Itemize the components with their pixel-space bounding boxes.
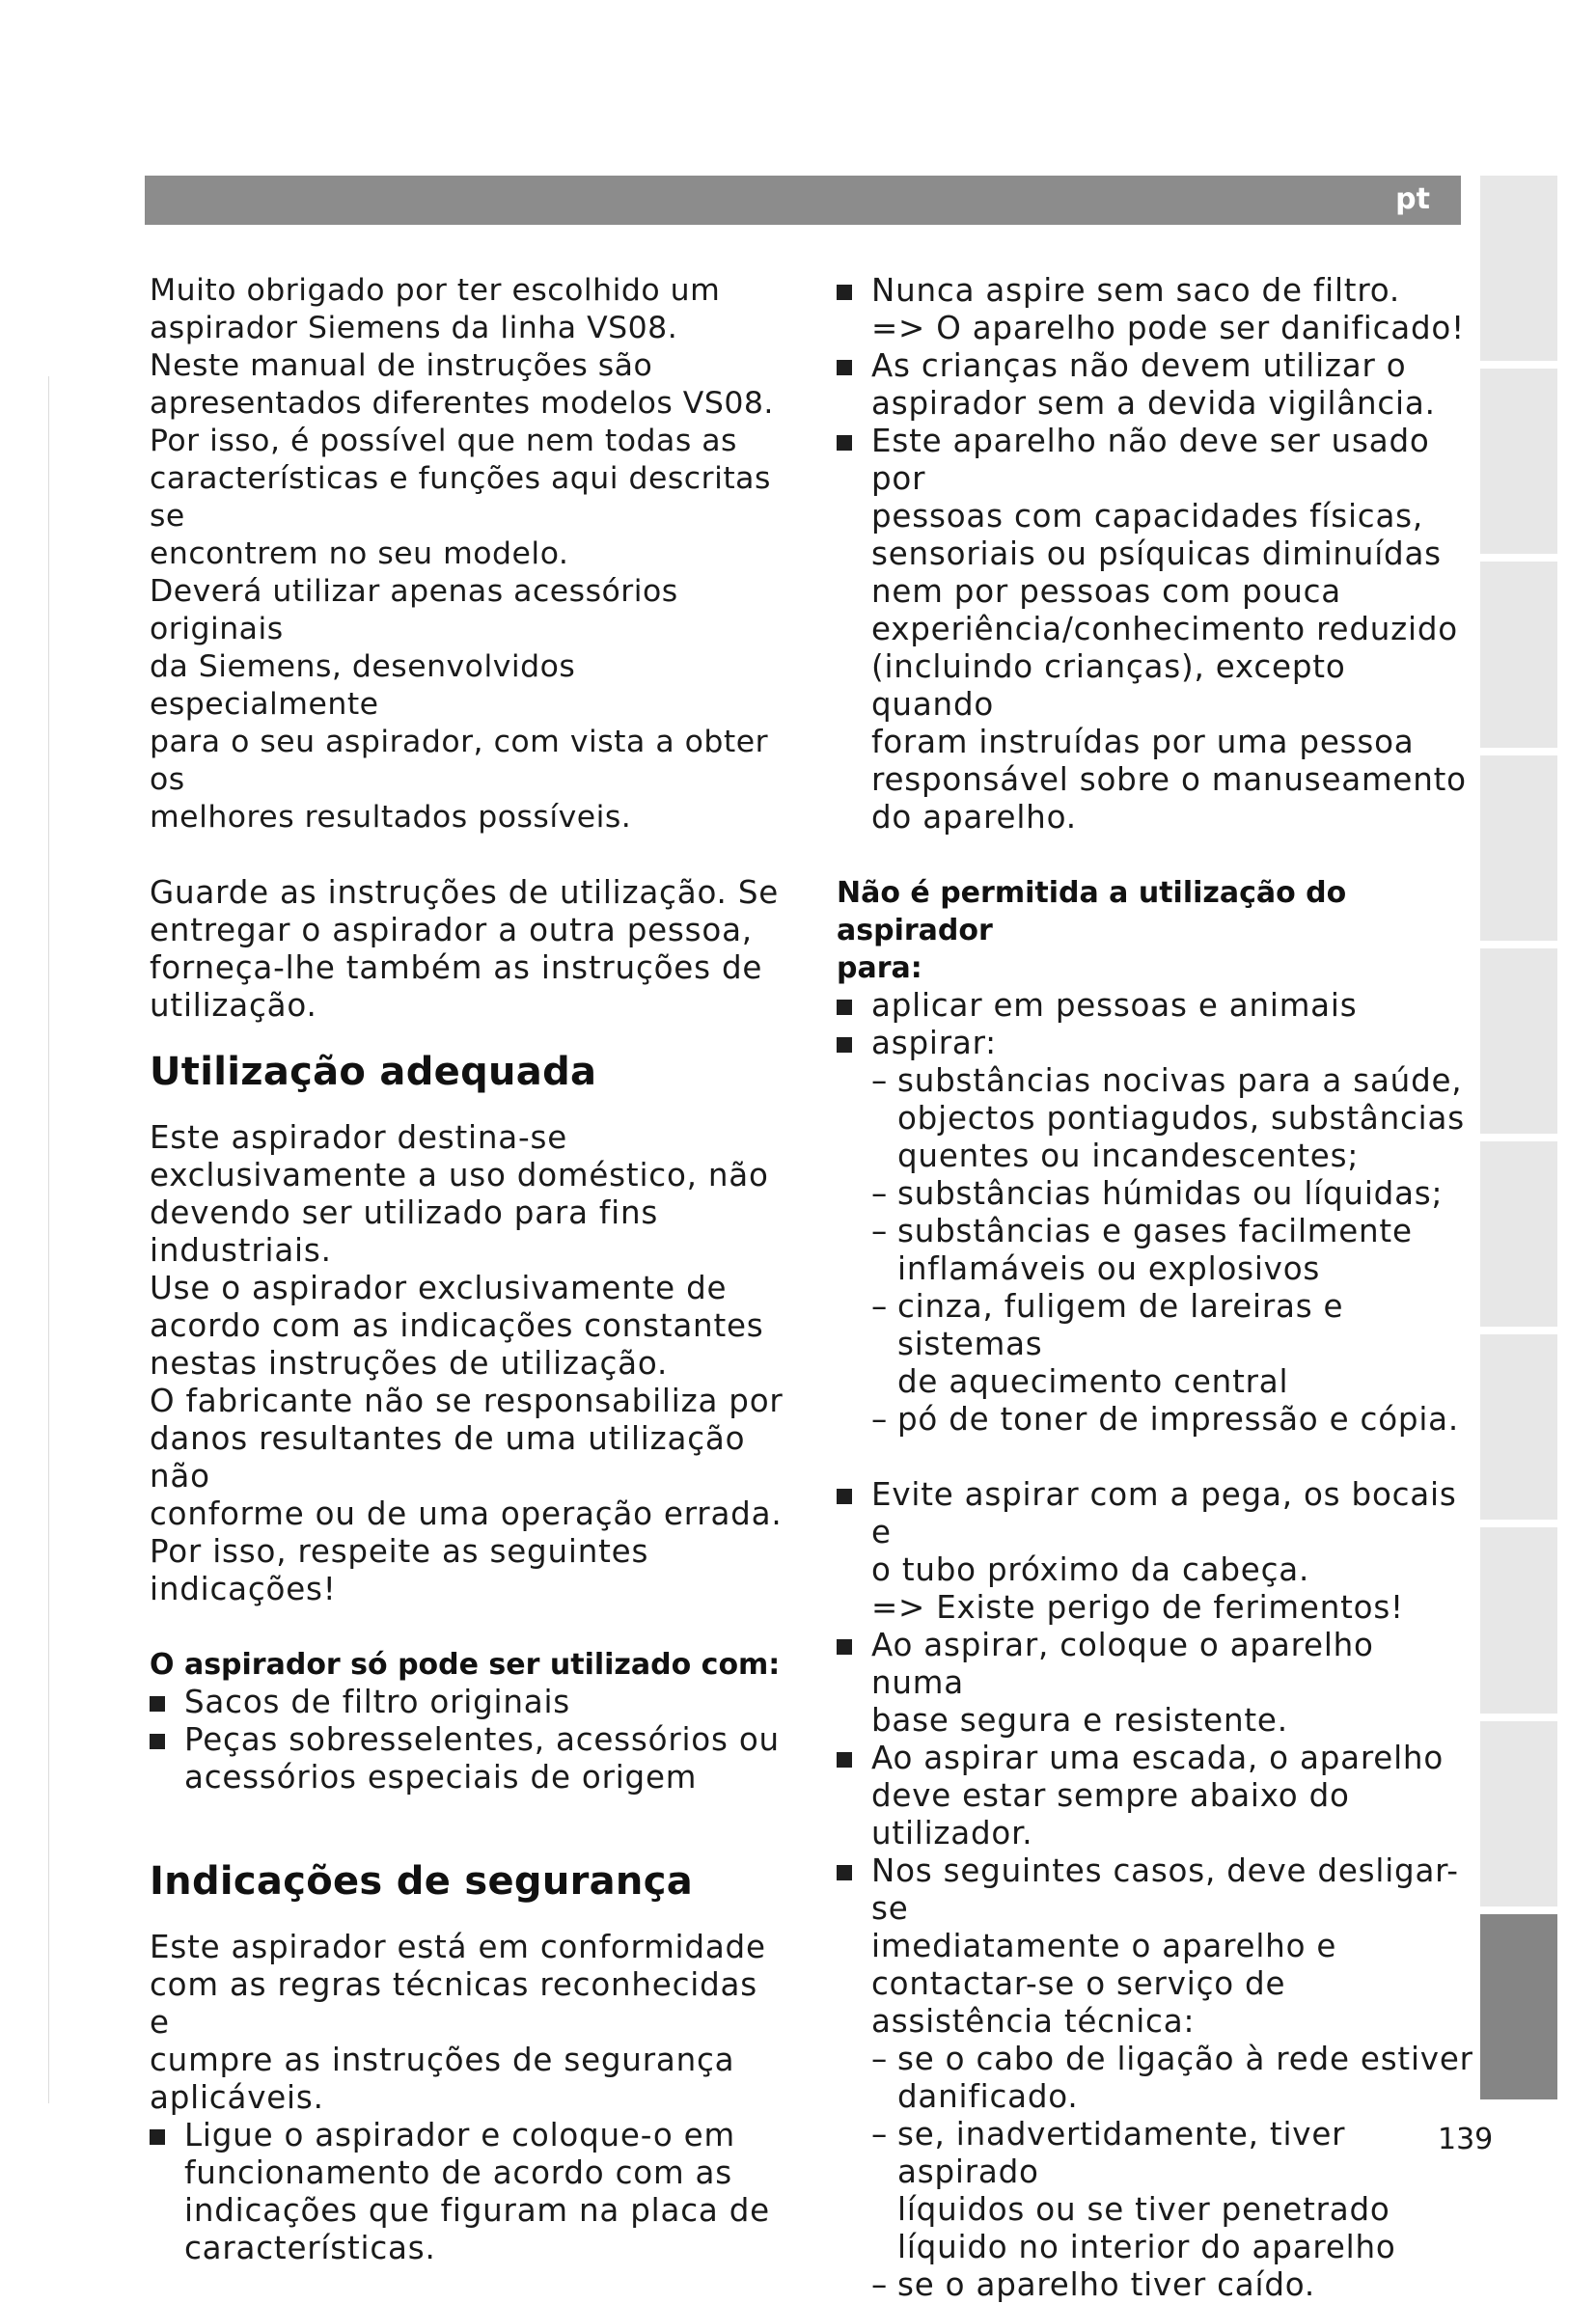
- sub-list-item: [837, 1213, 1473, 1288]
- text-line: imediatamente o aparelho e: [871, 1928, 1337, 1964]
- bullet-icon: [837, 1000, 852, 1015]
- bullet-icon: [837, 285, 852, 300]
- text-line: danificado.: [897, 2078, 1079, 2115]
- text-line: Por isso, respeite as seguintes: [150, 1533, 649, 1570]
- text-line: entregar o aspirador a outra pessoa,: [150, 912, 753, 948]
- text-line: inflamáveis ou explosivos: [897, 1250, 1321, 1287]
- text-line: da Siemens, desenvolvidos especialmente: [150, 649, 576, 722]
- text-line: acessórios especiais de origem: [184, 1759, 698, 1796]
- text-line: melhores resultados possíveis.: [150, 800, 632, 835]
- text-line: substâncias e gases facilmente: [897, 1213, 1413, 1249]
- text-line: cinza, fuligem de lareiras e sistemas: [897, 1288, 1344, 1362]
- text-line: Neste manual de instruções são: [150, 348, 653, 383]
- bullet-icon: [150, 2129, 165, 2145]
- text-line: funcionamento de acordo com as: [184, 2154, 732, 2191]
- text-line: pó de toner de impressão e cópia.: [897, 1401, 1460, 1438]
- chapter-tab: [1480, 1527, 1557, 1713]
- text-line: indicações que figuram na placa de: [184, 2192, 770, 2229]
- text-line: utilizador.: [871, 1815, 1033, 1851]
- text-line: Este aspirador está em conformidade: [150, 1929, 766, 1965]
- list-item: [837, 347, 1473, 423]
- text-line: Peças sobresselentes, acessórios ou: [184, 1721, 780, 1758]
- text-line: se, inadvertidamente, tiver aspirado: [897, 2116, 1346, 2190]
- text-line: aplicáveis.: [150, 2079, 324, 2116]
- text-line: cumpre as instruções de segurança: [150, 2042, 735, 2078]
- right-column: [837, 272, 1473, 2304]
- bullet-icon: [150, 1734, 165, 1749]
- text-line: substâncias húmidas ou líquidas;: [897, 1175, 1444, 1212]
- subheading-only-with: O aspirador só pode ser utilizado com:: [150, 1648, 781, 1682]
- text-line: encontrem no seu modelo.: [150, 536, 569, 571]
- text-line: danos resultantes de uma utilização não: [150, 1420, 746, 1495]
- chapter-tab: [1480, 1141, 1557, 1327]
- dash-icon: –: [871, 1213, 889, 1249]
- dash-icon: –: [871, 1401, 889, 1438]
- text-line: As crianças não devem utilizar o: [871, 347, 1407, 384]
- text-line: objectos pontiagudos, substâncias: [897, 1100, 1465, 1137]
- bullet-icon: [837, 360, 852, 375]
- text-line: do aparelho.: [871, 799, 1077, 836]
- keep-instructions-text: [150, 874, 786, 1025]
- text-line: industriais.: [150, 1232, 332, 1269]
- text-line: se o cabo de ligação à rede estiver: [897, 2041, 1473, 2077]
- text-line: devendo ser utilizado para fins: [150, 1194, 659, 1231]
- text-line: assistência técnica:: [871, 2003, 1196, 2040]
- subheading-not-allowed: Não é permitida a utilização do aspirador: [837, 876, 1347, 947]
- text-line: sensoriais ou psíquicas diminuídas: [871, 535, 1442, 572]
- text-line: Sacos de filtro originais: [184, 1684, 571, 1720]
- sub-list-item: [837, 1401, 1473, 1439]
- section-heading-safety: Indicações de segurança: [150, 1859, 693, 1904]
- intended-use-text: [150, 1119, 786, 1608]
- text-line: Nunca aspire sem saco de filtro.: [871, 272, 1401, 309]
- list-item: [150, 1721, 786, 1797]
- intro-text: [150, 272, 786, 837]
- page-number: 139: [1438, 2123, 1494, 2156]
- list-item: [150, 2117, 786, 2267]
- text-line: => Existe perigo de ferimentos!: [871, 1589, 1404, 1626]
- list-item: [837, 1476, 1473, 1627]
- sub-list-item: [837, 1175, 1473, 1213]
- dash-icon: –: [871, 2116, 889, 2153]
- list-item: [150, 1684, 786, 1721]
- text-line: forneça-lhe também as instruções de: [150, 949, 763, 986]
- text-line: Este aparelho não deve ser usado por: [871, 423, 1430, 497]
- text-line: líquido no interior do aparelho: [897, 2229, 1396, 2265]
- bullet-icon: [837, 1489, 852, 1504]
- header-bar: [145, 176, 1461, 225]
- text-line: Ao aspirar, coloque o aparelho numa: [871, 1627, 1374, 1701]
- text-line: O fabricante não se responsabiliza por: [150, 1383, 784, 1419]
- text-line: => O aparelho pode ser danificado!: [871, 310, 1465, 346]
- text-line: características e funções aqui descritas se: [150, 461, 771, 534]
- bullet-icon: [150, 1696, 165, 1712]
- gutter-line: [48, 376, 49, 2103]
- safety-text: [150, 1929, 786, 2117]
- list-item: [837, 1025, 1473, 1062]
- chapter-tabs: [1480, 176, 1557, 2099]
- text-line: apresentados diferentes modelos VS08.: [150, 386, 774, 421]
- text-line: indicações!: [150, 1571, 337, 1607]
- dash-icon: –: [871, 1175, 889, 1212]
- bullet-icon: [837, 435, 852, 451]
- list-item: [837, 1852, 1473, 2041]
- text-line: Por isso, é possível que nem todas as: [150, 424, 737, 458]
- text-line: Este aspirador destina-se: [150, 1119, 568, 1156]
- text-line: características.: [184, 2230, 436, 2266]
- chapter-tab-active: [1480, 1914, 1557, 2099]
- text-line: foram instruídas por uma pessoa: [871, 724, 1415, 760]
- text-line: nestas instruções de utilização.: [150, 1345, 669, 1382]
- chapter-tab: [1480, 755, 1557, 941]
- text-line: responsável sobre o manuseamento: [871, 761, 1467, 798]
- subheading-not-allowed-cont: para:: [837, 951, 922, 985]
- text-line: com as regras técnicas reconhecidas e: [150, 1966, 757, 2041]
- text-line: aspirador sem a devida vigilância.: [871, 385, 1436, 422]
- text-line: se o aparelho tiver caído.: [897, 2266, 1316, 2303]
- dash-icon: –: [871, 1062, 889, 1099]
- dash-icon: –: [871, 2041, 889, 2077]
- sub-list-item: [837, 2266, 1473, 2304]
- text-line: aspirador Siemens da linha VS08.: [150, 311, 678, 345]
- sub-list-item: [837, 1062, 1473, 1175]
- text-line: Guarde as instruções de utilização. Se: [150, 874, 780, 911]
- chapter-tab: [1480, 1334, 1557, 1520]
- chapter-tab: [1480, 948, 1557, 1134]
- bullet-icon: [837, 1752, 852, 1768]
- bullet-icon: [837, 1865, 852, 1880]
- chapter-tab: [1480, 369, 1557, 554]
- text-line: exclusivamente a uso doméstico, não: [150, 1157, 769, 1193]
- text-line: Ligue o aspirador e coloque-o em: [184, 2117, 735, 2153]
- text-line: o tubo próximo da cabeça.: [871, 1551, 1310, 1588]
- text-line: Muito obrigado por ter escolhido um: [150, 273, 721, 308]
- list-item: [837, 272, 1473, 347]
- dash-icon: –: [871, 1288, 889, 1325]
- text-line: experiência/conhecimento reduzido: [871, 611, 1458, 647]
- text-line: quentes ou incandescentes;: [897, 1138, 1360, 1174]
- text-line: aspirar:: [871, 1025, 997, 1061]
- sub-list-item: [837, 2041, 1473, 2116]
- text-line: Deverá utilizar apenas acessórios originais: [150, 574, 678, 646]
- section-heading-intended-use: Utilização adequada: [150, 1050, 597, 1094]
- text-line: Evite aspirar com a pega, os bocais e: [871, 1476, 1457, 1550]
- sub-list-item: [837, 1288, 1473, 1401]
- text-line: Ao aspirar uma escada, o aparelho: [871, 1740, 1445, 1776]
- list-item: [837, 423, 1473, 837]
- text-line: base segura e resistente.: [871, 1702, 1288, 1739]
- language-label: pt: [1395, 182, 1430, 216]
- list-item: [837, 1740, 1473, 1852]
- left-column: [150, 272, 786, 2267]
- chapter-tab: [1480, 1721, 1557, 1906]
- chapter-tab: [1480, 176, 1557, 361]
- list-item: [837, 1627, 1473, 1740]
- bullet-icon: [837, 1639, 852, 1655]
- chapter-tab: [1480, 562, 1557, 747]
- text-line: aplicar em pessoas e animais: [871, 987, 1358, 1024]
- text-line: nem por pessoas com pouca: [871, 573, 1341, 610]
- text-line: (incluindo crianças), excepto quando: [871, 648, 1346, 723]
- bullet-icon: [837, 1037, 852, 1053]
- text-line: utilização.: [150, 987, 317, 1024]
- list-item: [837, 987, 1473, 1025]
- text-line: acordo com as indicações constantes: [150, 1307, 764, 1344]
- text-line: Use o aspirador exclusivamente de: [150, 1270, 728, 1306]
- text-line: contactar-se o serviço de: [871, 1965, 1286, 2002]
- text-line: substâncias nocivas para a saúde,: [897, 1062, 1463, 1099]
- text-line: pessoas com capacidades físicas,: [871, 498, 1424, 535]
- text-line: deve estar sempre abaixo do: [871, 1777, 1350, 1814]
- text-line: de aquecimento central: [897, 1363, 1289, 1400]
- text-line: Nos seguintes casos, deve desligar-se: [871, 1852, 1459, 1927]
- text-line: para o seu aspirador, com vista a obter os: [150, 725, 769, 797]
- sub-list-item: [837, 2116, 1473, 2266]
- text-line: líquidos ou se tiver penetrado: [897, 2191, 1390, 2228]
- dash-icon: –: [871, 2266, 889, 2303]
- text-line: conforme ou de uma operação errada.: [150, 1495, 783, 1532]
